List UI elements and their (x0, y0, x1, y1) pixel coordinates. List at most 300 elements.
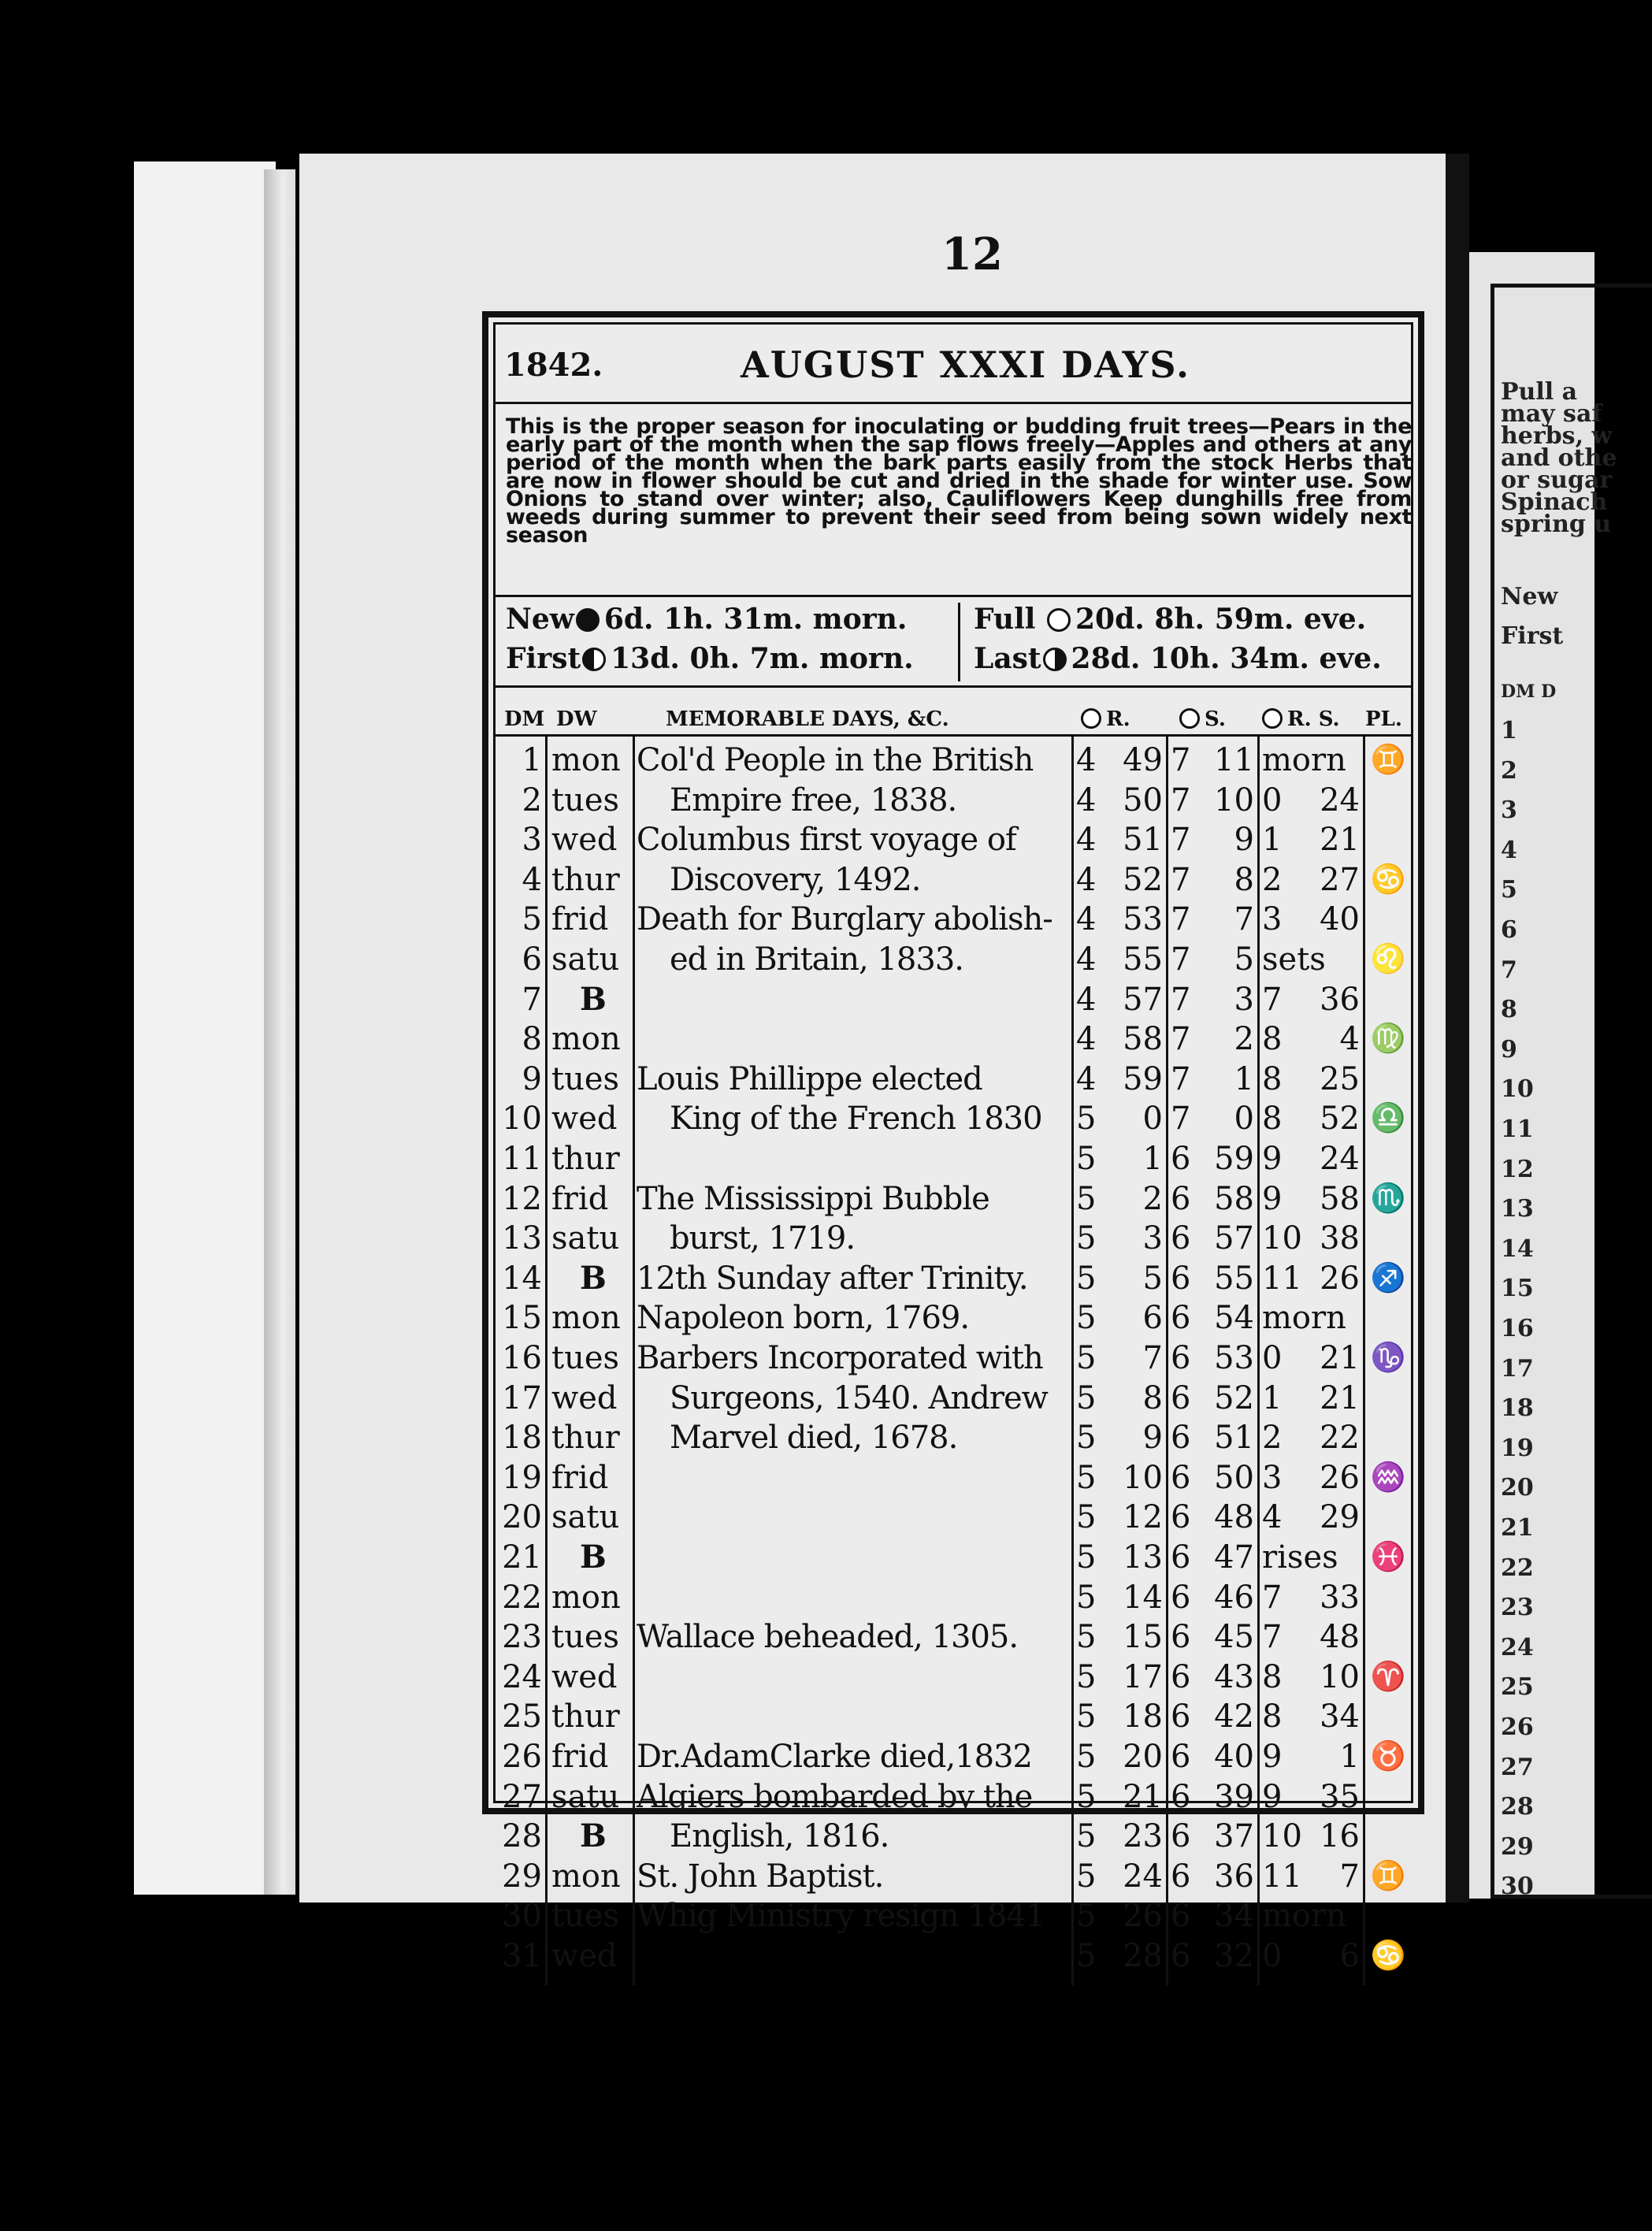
moon-rise-set-hour: 9 (1262, 1180, 1283, 1217)
moon-rise-set-minute: 22 (1320, 1420, 1360, 1457)
sunset-hour: 6 (1171, 1459, 1191, 1496)
day-of-week: mon (551, 1579, 621, 1616)
sunrise-hour: 5 (1076, 1698, 1097, 1735)
planet-sign: ♎ (1370, 1102, 1406, 1135)
sunset-hour: 7 (1171, 822, 1191, 859)
sunrise-minute: 10 (1123, 1459, 1163, 1496)
moon-rise-set-minute: 25 (1320, 1060, 1360, 1097)
day-of-month: 17 (502, 1379, 542, 1416)
sunrise-hour: 5 (1076, 1579, 1097, 1616)
moon-rise-set-hour: 8 (1262, 1658, 1283, 1695)
planet-sign: ♊ (1370, 1859, 1406, 1892)
sunrise-minute: 58 (1123, 1021, 1163, 1058)
sunrise-hour: 5 (1076, 1938, 1097, 1974)
planet-sign: ♓ (1370, 1541, 1406, 1573)
facing-page-line: 20 (1501, 1474, 1534, 1502)
sunset-minute: 42 (1214, 1698, 1254, 1735)
day-of-week: B (580, 980, 607, 1018)
sunrise-minute: 18 (1123, 1698, 1163, 1735)
last-quarter-icon (1043, 648, 1067, 671)
day-of-week: frid (551, 901, 609, 938)
moon-rise-set-hour: 3 (1262, 901, 1283, 938)
col-divider-3 (1071, 737, 1074, 1985)
facing-page-line: Spinach (1501, 488, 1608, 516)
phase-rule (493, 685, 1413, 688)
moon-rise-set-minute: 16 (1320, 1818, 1360, 1855)
sunset-minute: 34 (1214, 1898, 1254, 1935)
moon-rise-set-minute: 35 (1320, 1778, 1360, 1815)
page-stack-edge (264, 169, 295, 1895)
day-of-week: mon (551, 1300, 621, 1337)
moon-rise-set-hour: morn (1262, 742, 1346, 778)
sunset-hour: 6 (1171, 1898, 1191, 1935)
facing-page-line: 29 (1501, 1832, 1534, 1861)
day-of-month: 30 (502, 1898, 542, 1935)
phase-time-new: 6d. 1h. 31m. morn. (603, 603, 908, 636)
day-of-week: mon (551, 1858, 621, 1895)
sunrise-minute: 8 (1142, 1379, 1163, 1416)
memorable-event: English, 1816. (670, 1818, 889, 1855)
col-divider-2 (633, 737, 635, 1985)
col-planet: PL. (1365, 707, 1402, 731)
sunrise-minute: 14 (1123, 1579, 1163, 1616)
sunset-hour: 7 (1171, 901, 1191, 938)
day-of-week: thur (551, 1420, 620, 1457)
moon-rise-set-hour: 8 (1262, 1060, 1283, 1097)
month-title: AUGUST XXXI DAYS. (741, 343, 1190, 386)
sunset-minute: 2 (1234, 1021, 1254, 1058)
day-of-week: wed (551, 822, 618, 859)
sunrise-hour: 4 (1076, 1021, 1097, 1058)
moon-rise-set-minute: 24 (1320, 781, 1360, 819)
day-of-month: 7 (522, 981, 542, 1018)
day-of-week: thur (551, 1698, 620, 1735)
note-rule (493, 595, 1413, 597)
facing-page-line: 8 (1501, 996, 1517, 1024)
facing-page-line: 7 (1501, 956, 1517, 984)
memorable-event: ed in Britain, 1833. (670, 941, 963, 978)
facing-page-line: spring u (1501, 510, 1612, 538)
day-of-week: satu (551, 1778, 620, 1815)
col-divider-4 (1166, 737, 1168, 1985)
sunset-hour: 7 (1171, 1101, 1191, 1138)
phase-label-full: Full (974, 603, 1036, 636)
sunrise-hour: 5 (1076, 1141, 1097, 1177)
planet-sign: ♌ (1370, 943, 1406, 975)
moon-rise-set-hour: 10 (1262, 1818, 1302, 1855)
facing-page-line: 14 (1501, 1234, 1534, 1263)
sunrise-hour: 5 (1076, 1260, 1097, 1297)
day-of-week: wed (551, 1658, 618, 1695)
sunset-hour: 6 (1171, 1220, 1191, 1257)
sunrise-hour: 4 (1076, 1060, 1097, 1097)
moon-rise-set-minute: 21 (1320, 822, 1360, 859)
sunset-hour: 6 (1171, 1619, 1191, 1656)
sunset-minute: 59 (1214, 1141, 1254, 1177)
moon-rise-set-hour: 0 (1262, 781, 1283, 819)
planet-sign: ♑ (1370, 1342, 1406, 1374)
col-dm: DM (504, 707, 545, 731)
moon-rise-set-minute: 27 (1320, 861, 1360, 898)
sun-icon-rise (1081, 708, 1101, 729)
planet-sign: ♈ (1370, 1660, 1406, 1693)
sunrise-hour: 5 (1076, 1818, 1097, 1855)
moon-rise-set-minute: 7 (1339, 1858, 1360, 1895)
sunset-minute: 32 (1214, 1938, 1254, 1974)
sunrise-minute: 52 (1123, 861, 1163, 898)
moon-rise-set-hour: 7 (1262, 981, 1283, 1018)
sunset-hour: 6 (1171, 1260, 1191, 1297)
moon-rise-set-minute: 40 (1320, 901, 1360, 938)
day-of-week: tues (551, 781, 620, 819)
facing-page-line: 30 (1501, 1873, 1534, 1901)
moon-phase-first (506, 642, 914, 675)
moon-rise-set-minute: 21 (1320, 1379, 1360, 1416)
phase-label-last: Last (974, 642, 1041, 675)
day-of-week: B (580, 1817, 607, 1855)
day-of-week: frid (551, 1739, 609, 1775)
book-edge (134, 161, 276, 1895)
sunrise-minute: 12 (1123, 1499, 1163, 1536)
sunset-minute: 50 (1214, 1459, 1254, 1496)
moon-rise-set-hour: 9 (1262, 1778, 1283, 1815)
col-dw: DW (556, 707, 597, 731)
sunrise-minute: 13 (1123, 1539, 1163, 1576)
sunrise-minute: 57 (1123, 981, 1163, 1018)
moon-rise-set-hour: 11 (1262, 1858, 1302, 1895)
sunrise-hour: 4 (1076, 781, 1097, 819)
day-of-week: mon (551, 742, 621, 778)
day-of-month: 12 (502, 1180, 542, 1217)
new-moon-icon (576, 608, 600, 632)
memorable-event: Whig Ministry resign 1841 (637, 1898, 1045, 1935)
moon-rise-set-hour: 11 (1262, 1260, 1302, 1297)
sunrise-hour: 5 (1076, 1379, 1097, 1416)
day-of-week: wed (551, 1379, 618, 1416)
sunrise-hour: 5 (1076, 1101, 1097, 1138)
memorable-event: The Mississippi Bubble (637, 1180, 989, 1217)
sunset-hour: 6 (1171, 1420, 1191, 1457)
facing-page-line: and othe (1501, 444, 1617, 472)
sunrise-hour: 5 (1076, 1778, 1097, 1815)
sunrise-minute: 21 (1123, 1778, 1163, 1815)
sunset-minute: 48 (1214, 1499, 1254, 1536)
moon-rise-set-hour: 0 (1262, 1340, 1283, 1376)
memorable-event: Death for Burglary abolish- (637, 901, 1052, 938)
day-of-month: 23 (502, 1619, 542, 1656)
moon-rise-set-hour: morn (1262, 1898, 1346, 1935)
day-of-week: wed (551, 1938, 618, 1974)
moon-rise-set-hour: sets (1262, 941, 1326, 978)
moon-rise-set-hour: 9 (1262, 1739, 1283, 1775)
sunset-minute: 53 (1214, 1340, 1254, 1376)
sunrise-minute: 53 (1123, 901, 1163, 938)
month-header (504, 343, 1410, 388)
facing-page-line: 2 (1501, 756, 1517, 785)
col-sun-rise-label: R. (1106, 707, 1130, 731)
memorable-event: Wallace beheaded, 1305. (637, 1619, 1019, 1656)
sunset-minute: 54 (1214, 1300, 1254, 1337)
memorable-event: Empire free, 1838. (670, 781, 957, 819)
full-moon-icon (1047, 608, 1071, 632)
sunset-minute: 3 (1234, 981, 1254, 1018)
facing-page-line: 24 (1501, 1633, 1534, 1661)
sunrise-hour: 5 (1076, 1340, 1097, 1376)
day-of-month: 5 (522, 901, 542, 938)
column-header-rule (493, 734, 1413, 737)
sunrise-hour: 5 (1076, 1898, 1097, 1935)
facing-page-line: 13 (1501, 1195, 1534, 1223)
col-divider-1 (545, 737, 548, 1985)
facing-page-line: herbs, w (1501, 422, 1613, 450)
facing-page-line: 4 (1501, 836, 1517, 864)
moon-rise-set-hour: 4 (1262, 1499, 1283, 1536)
gardening-note: This is the proper season for inoculating or budding fruit trees—Pears in the early part of the month when the sap flows freely—Apples and others at any period of the month when the bark parts easily from the stock Herbs that are now in flower should be cut and dried in the shade for winter use. Sow Onions to stand over winter; also, Cauliflowers Keep dunghills free from weeds during summer to prevent their seed from being sown widely next season (506, 414, 1412, 548)
moon-rise-set-minute: 26 (1320, 1459, 1360, 1496)
sunset-minute: 58 (1214, 1180, 1254, 1217)
day-of-month: 21 (502, 1539, 542, 1576)
phase-time-last: 28d. 10h. 34m. eve. (1071, 642, 1382, 675)
sunrise-minute: 50 (1123, 781, 1163, 819)
memorable-event: Discovery, 1492. (670, 861, 921, 898)
day-of-month: 14 (502, 1260, 542, 1297)
facing-page-line: 9 (1501, 1035, 1517, 1064)
moon-rise-set-minute: 38 (1320, 1220, 1360, 1257)
moon-rise-set-hour: rises (1262, 1539, 1338, 1576)
sunrise-minute: 59 (1123, 1060, 1163, 1097)
sunset-hour: 6 (1171, 1739, 1191, 1775)
moon-rise-set-hour: 10 (1262, 1220, 1302, 1257)
sunrise-hour: 4 (1076, 901, 1097, 938)
sunset-hour: 7 (1171, 781, 1191, 819)
memorable-event: Algiers bombarded by the (637, 1778, 1033, 1815)
facing-page-fragment (1469, 252, 1617, 1901)
memorable-event: burst, 1719. (670, 1220, 856, 1257)
sunset-minute: 55 (1214, 1260, 1254, 1297)
sunset-hour: 6 (1171, 1499, 1191, 1536)
col-moon-rs (1260, 707, 1340, 731)
sunset-minute: 36 (1214, 1858, 1254, 1895)
sunrise-hour: 5 (1076, 1499, 1097, 1536)
sunset-hour: 7 (1171, 742, 1191, 778)
col-divider-5 (1257, 737, 1260, 1985)
sunset-hour: 6 (1171, 1579, 1191, 1616)
sunset-hour: 6 (1171, 1698, 1191, 1735)
planet-sign: ♐ (1370, 1261, 1406, 1294)
memorable-event: Marvel died, 1678. (670, 1420, 958, 1457)
header-rule (493, 402, 1413, 404)
sunrise-hour: 5 (1076, 1420, 1097, 1457)
moon-rise-set-minute: 33 (1320, 1579, 1360, 1616)
day-of-week: B (580, 1259, 607, 1297)
memorable-event: Columbus first voyage of (637, 822, 1016, 859)
sunset-minute: 51 (1214, 1420, 1254, 1457)
col-sun-set-label: S. (1205, 707, 1226, 731)
facing-page-line: First (1501, 622, 1564, 650)
sunset-hour: 6 (1171, 1300, 1191, 1337)
day-of-week: tues (551, 1060, 620, 1097)
memorable-event: Dr.AdamClarke died,1832 (637, 1739, 1032, 1775)
sunrise-hour: 5 (1076, 1300, 1097, 1337)
facing-page-line: 27 (1501, 1753, 1534, 1781)
day-of-month: 27 (502, 1778, 542, 1815)
col-sun-rise (1079, 707, 1130, 731)
sunset-hour: 6 (1171, 1658, 1191, 1695)
planet-sign: ♋ (1370, 863, 1406, 896)
memorable-event: Louis Phillippe elected (637, 1060, 982, 1097)
moon-rise-set-minute: 29 (1320, 1499, 1360, 1536)
moon-rise-set-hour: 3 (1262, 1459, 1283, 1496)
facing-page-line: New (1501, 583, 1558, 611)
day-of-month: 3 (522, 822, 542, 859)
moon-rise-set-minute: 4 (1339, 1021, 1360, 1058)
sunset-hour: 7 (1171, 861, 1191, 898)
sunset-hour: 6 (1171, 1938, 1191, 1974)
sunset-hour: 7 (1171, 1021, 1191, 1058)
planet-sign: ♊ (1370, 744, 1406, 776)
day-of-month: 13 (502, 1220, 542, 1257)
sunrise-hour: 4 (1076, 742, 1097, 778)
sunrise-minute: 7 (1142, 1340, 1163, 1376)
facing-page-line: 25 (1501, 1673, 1534, 1702)
sunset-hour: 6 (1171, 1778, 1191, 1815)
page-number: 12 (941, 228, 1003, 280)
moon-rise-set-hour: morn (1262, 1300, 1346, 1337)
day-of-month: 20 (502, 1499, 542, 1536)
phase-divider (958, 603, 960, 681)
facing-page-line: 16 (1501, 1315, 1534, 1342)
sunrise-hour: 4 (1076, 822, 1097, 859)
facing-page-line: 11 (1501, 1116, 1534, 1143)
sunrise-hour: 4 (1076, 941, 1097, 978)
facing-page-line: 21 (1501, 1514, 1534, 1542)
moon-phase-new (506, 603, 907, 636)
memorable-event: Surgeons, 1540. Andrew (670, 1379, 1048, 1416)
sunset-hour: 7 (1171, 1060, 1191, 1097)
day-of-month: 16 (502, 1340, 542, 1376)
sunrise-minute: 23 (1123, 1818, 1163, 1855)
sunrise-minute: 6 (1142, 1300, 1163, 1337)
day-of-week: satu (551, 941, 620, 978)
facing-page-line: 1 (1501, 717, 1517, 744)
sunset-minute: 40 (1214, 1739, 1254, 1775)
sunrise-minute: 5 (1142, 1260, 1163, 1297)
sunset-hour: 6 (1171, 1180, 1191, 1217)
planet-sign: ♍ (1370, 1023, 1406, 1056)
day-of-week: thur (551, 861, 620, 898)
sunset-hour: 6 (1171, 1379, 1191, 1416)
sunrise-hour: 5 (1076, 1220, 1097, 1257)
sunset-hour: 7 (1171, 941, 1191, 978)
planet-sign: ♋ (1370, 1940, 1406, 1972)
sunrise-minute: 0 (1142, 1101, 1163, 1138)
moon-rise-set-minute: 26 (1320, 1260, 1360, 1297)
memorable-event: King of the French 1830 (670, 1101, 1042, 1138)
moon-rise-set-hour: 9 (1262, 1141, 1283, 1177)
facing-page-line: 15 (1501, 1275, 1534, 1303)
sunrise-minute: 26 (1123, 1898, 1163, 1935)
sunset-minute: 47 (1214, 1539, 1254, 1576)
facing-page-line: 17 (1501, 1354, 1534, 1383)
facing-page-line: 26 (1501, 1713, 1534, 1741)
facing-page-line: 22 (1501, 1554, 1534, 1582)
sunrise-hour: 5 (1076, 1858, 1097, 1895)
sunset-hour: 6 (1171, 1818, 1191, 1855)
day-of-week: satu (551, 1220, 620, 1257)
moon-rise-set-hour: 1 (1262, 1379, 1283, 1416)
day-of-month: 31 (502, 1938, 542, 1974)
day-of-week: tues (551, 1340, 620, 1376)
sunset-hour: 7 (1171, 981, 1191, 1018)
moon-rise-set-hour: 8 (1262, 1021, 1283, 1058)
day-of-month: 28 (502, 1818, 542, 1855)
planet-sign: ♉ (1370, 1740, 1406, 1773)
page-gutter (1446, 154, 1469, 1902)
facing-page-line: 3 (1501, 796, 1517, 825)
sunset-minute: 43 (1214, 1658, 1254, 1695)
day-of-month: 4 (522, 861, 542, 898)
facing-page-line: DM D (1501, 681, 1557, 702)
sunset-minute: 39 (1214, 1778, 1254, 1815)
year: 1842. (504, 347, 603, 384)
day-of-week: B (580, 1539, 607, 1576)
sunrise-minute: 1 (1142, 1141, 1163, 1177)
facing-page-line: 10 (1501, 1075, 1534, 1104)
memorable-event: Col'd People in the British (637, 742, 1034, 778)
moon-rise-set-minute: 10 (1320, 1658, 1360, 1695)
facing-page-line: 18 (1501, 1394, 1534, 1423)
sunrise-minute: 9 (1142, 1420, 1163, 1457)
sunrise-minute: 49 (1123, 742, 1163, 778)
sunrise-hour: 5 (1076, 1658, 1097, 1695)
moon-rise-set-minute: 6 (1339, 1938, 1360, 1974)
sunrise-minute: 3 (1142, 1220, 1163, 1257)
day-of-week: mon (551, 1021, 621, 1058)
sunset-minute: 37 (1214, 1818, 1254, 1855)
day-of-month: 18 (502, 1420, 542, 1457)
moon-phase-full (974, 603, 1366, 636)
col-divider-6 (1363, 737, 1365, 1985)
sunset-minute: 46 (1214, 1579, 1254, 1616)
day-of-month: 6 (522, 941, 542, 978)
moon-icon-rs (1262, 708, 1283, 729)
sunrise-minute: 20 (1123, 1739, 1163, 1775)
moon-rise-set-minute: 36 (1320, 981, 1360, 1018)
facing-page-line: 23 (1501, 1594, 1534, 1622)
sunrise-minute: 28 (1123, 1938, 1163, 1974)
day-of-week: satu (551, 1499, 620, 1536)
moon-rise-set-hour: 0 (1262, 1938, 1283, 1974)
day-of-month: 8 (522, 1021, 542, 1058)
facing-page-line: 5 (1501, 876, 1517, 904)
day-of-month: 25 (502, 1698, 542, 1735)
facing-page-line: 28 (1501, 1793, 1534, 1821)
sunset-minute: 57 (1214, 1220, 1254, 1257)
memorable-event: St. John Baptist. (637, 1858, 884, 1895)
planet-sign: ♒ (1370, 1461, 1406, 1494)
memorable-event: Barbers Incorporated with (637, 1340, 1043, 1376)
day-of-month: 1 (522, 742, 542, 778)
moon-rise-set-hour: 2 (1262, 1420, 1283, 1457)
sunset-minute: 52 (1214, 1379, 1254, 1416)
day-of-month: 22 (502, 1579, 542, 1616)
day-of-month: 10 (502, 1101, 542, 1138)
sunrise-minute: 17 (1123, 1658, 1163, 1695)
facing-page-line: 19 (1501, 1434, 1534, 1462)
moon-rise-set-minute: 21 (1320, 1340, 1360, 1376)
sunset-minute: 45 (1214, 1619, 1254, 1656)
day-of-week: frid (551, 1180, 609, 1217)
